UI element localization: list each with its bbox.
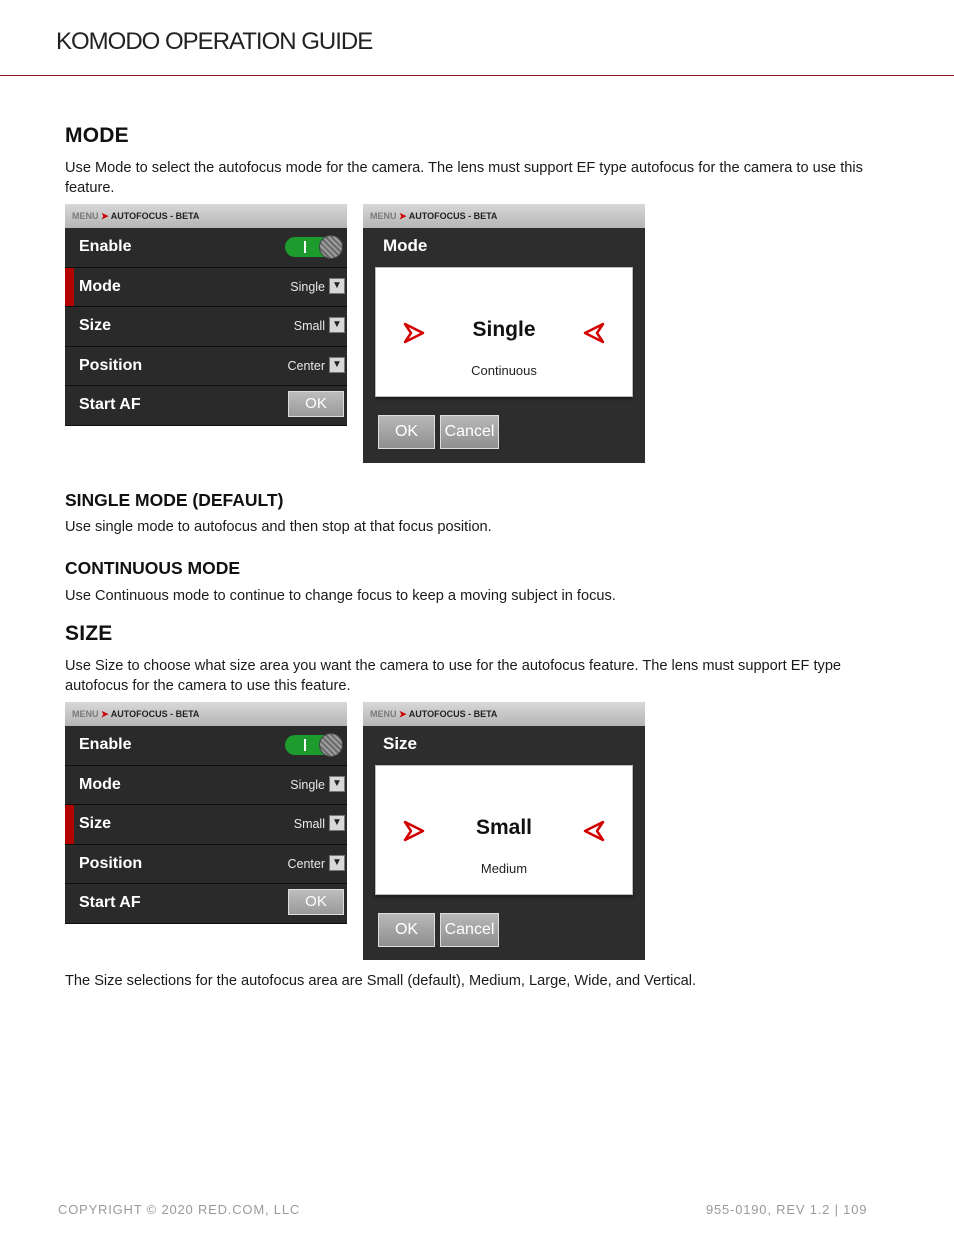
breadcrumb-menu-link[interactable]: MENU [72,709,99,719]
cancel-button[interactable]: Cancel [440,415,499,449]
menu-row-position[interactable] [65,845,347,885]
size-intro: Use Size to choose what size area you want the camera to use for the autofocus feature. The lens must support EF type autofocus for the camera to use this feature. [65,658,842,694]
chevron-down-icon[interactable]: ▼ [329,776,345,792]
breadcrumb-arrow-icon: ➤ [399,709,407,719]
chevron-down-icon[interactable]: ▼ [329,357,345,373]
menu-row-size[interactable] [65,805,347,845]
breadcrumb-page: AUTOFOCUS - BETA [110,211,200,221]
continuous-mode-text: Use Continuous mode to continue to change focus to keep a moving subject in focus. [65,588,616,604]
menu-row-mode[interactable] [65,268,347,308]
mode-selector-dialog [363,204,645,463]
breadcrumb-arrow-icon: ➤ [101,211,109,221]
selected-option: Small [475,816,533,839]
breadcrumb [65,204,347,228]
breadcrumb [363,702,645,726]
ok-button[interactable]: OK [378,415,435,449]
cancel-button[interactable]: Cancel [440,913,499,947]
menu-row-enable[interactable] [65,228,347,268]
breadcrumb-arrow-icon: ➤ [101,709,109,719]
enable-toggle[interactable] [285,235,343,259]
toggle-knob [319,733,343,757]
ok-button[interactable]: OK [378,913,435,947]
menu-row-size[interactable] [65,307,347,347]
size-label: Size [79,317,112,334]
next-option[interactable]: Continuous [471,363,537,378]
chevron-down-icon[interactable]: ▼ [329,815,345,831]
position-label: Position [79,854,143,872]
breadcrumb-menu-link[interactable]: MENU [370,211,397,221]
breadcrumb-menu-link[interactable]: MENU [370,709,397,719]
mode-value: Single [290,279,325,294]
breadcrumb [65,702,347,726]
breadcrumb-arrow-icon: ➤ [399,211,407,221]
size-outro: The Size selections for the autofocus area are Small (default), Medium, Large, Wide, and Vertical. [65,973,697,989]
breadcrumb-menu-link[interactable]: MENU [72,211,99,221]
dialog-title: Size [383,734,418,753]
chevron-down-icon[interactable]: ▼ [329,278,345,294]
start-af-label: Start AF [79,894,141,911]
option-picker[interactable] [375,765,633,895]
breadcrumb-page: AUTOFOCUS - BETA [110,709,200,719]
breadcrumb [363,204,645,228]
toggle-knob [319,235,343,259]
size-value: Small [293,817,325,831]
size-heading: SIZE [65,622,113,645]
menu-row-start-af [65,386,347,426]
autofocus-menu-mode [65,204,347,424]
selected-option: Single [472,318,536,341]
position-value: Center [287,358,325,373]
single-mode-heading: SINGLE MODE (DEFAULT) [65,490,284,510]
position-value: Center [287,856,325,871]
single-mode-text: Use single mode to autofocus and then stop at that focus position. [65,519,492,535]
breadcrumb-page: AUTOFOCUS - BETA [408,211,498,221]
menu-row-position[interactable] [65,347,347,387]
enable-toggle[interactable] [285,733,343,757]
start-af-label: Start AF [79,396,141,413]
footer-page-number: 955-0190, REV 1.2 | 109 [706,1202,868,1217]
footer-copyright: COPYRIGHT © 2020 RED.COM, LLC [58,1202,301,1217]
breadcrumb-page: AUTOFOCUS - BETA [408,709,498,719]
toggle-on-mark-icon [304,241,306,253]
mode-value: Single [290,777,325,792]
position-label: Position [79,356,143,374]
size-value: Small [293,319,325,333]
option-picker[interactable] [375,267,633,397]
page-header: KOMODO OPERATION GUIDE [56,28,373,55]
enable-label: Enable [79,238,132,255]
next-option[interactable]: Medium [480,861,528,876]
size-selector-dialog [363,702,645,960]
start-af-ok-button[interactable]: OK [288,391,344,417]
dialog-title: Mode [383,236,428,255]
chevron-left-icon[interactable] [583,322,605,344]
mode-label: Mode [79,277,121,295]
mode-heading: MODE [65,124,129,147]
header-rule [0,75,954,76]
menu-row-start-af [65,884,347,924]
enable-label: Enable [79,736,132,753]
continuous-mode-heading: CONTINUOUS MODE [65,558,240,578]
chevron-left-icon[interactable] [583,820,605,842]
chevron-down-icon[interactable]: ▼ [329,317,345,333]
mode-intro: Use Mode to select the autofocus mode for the camera. The lens must support EF type autofocus for the camera to use this feature. [65,160,863,196]
menu-row-enable[interactable] [65,726,347,766]
start-af-ok-button[interactable]: OK [288,889,344,915]
autofocus-menu-size [65,702,347,922]
size-label: Size [79,815,112,832]
toggle-on-mark-icon [304,739,306,751]
menu-row-mode[interactable] [65,766,347,806]
chevron-down-icon[interactable]: ▼ [329,855,345,871]
mode-label: Mode [79,775,121,793]
